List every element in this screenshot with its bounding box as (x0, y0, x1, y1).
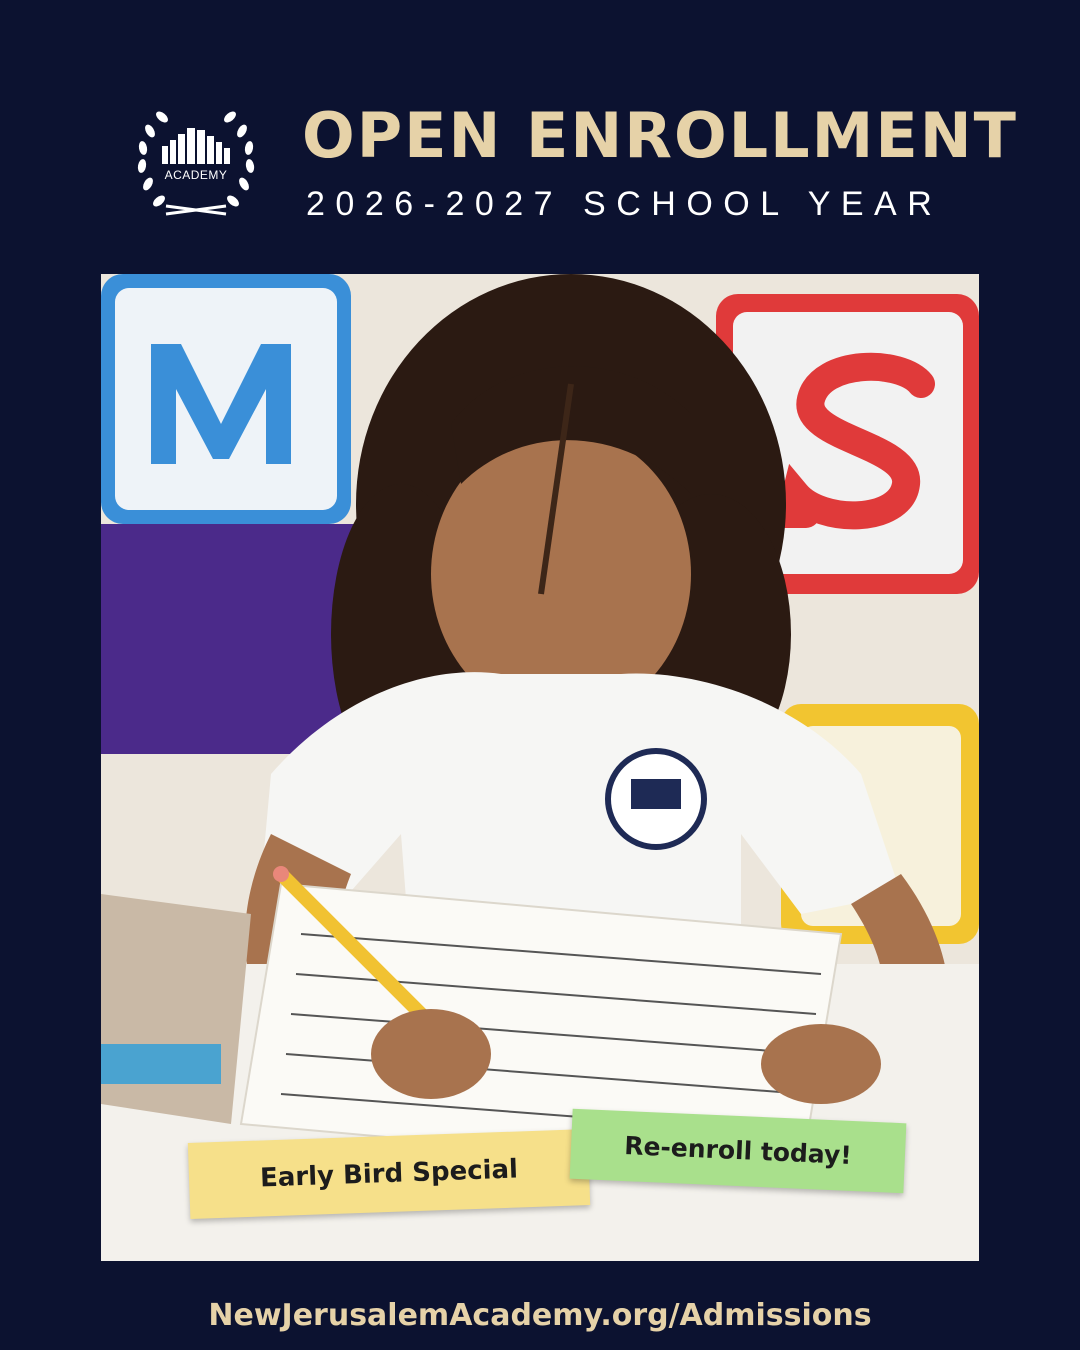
academy-logo (122, 88, 270, 236)
laurel-wreath-icon (122, 88, 270, 236)
early-bird-special-tape: Early Bird Special (188, 1129, 590, 1219)
page-subtitle: 2026-2027 SCHOOL YEAR (306, 185, 943, 223)
logo-academy-label: ACADEMY (164, 168, 228, 182)
student-writing-photo (101, 274, 979, 1261)
page-title: OPEN ENROLLMENT (302, 99, 1018, 172)
header (0, 0, 1080, 260)
re-enroll-today-tape: Re-enroll today! (570, 1109, 907, 1194)
photo-illustration (101, 274, 979, 1261)
admissions-url-link[interactable]: NewJerusalemAcademy.org/Admissions (208, 1298, 872, 1333)
